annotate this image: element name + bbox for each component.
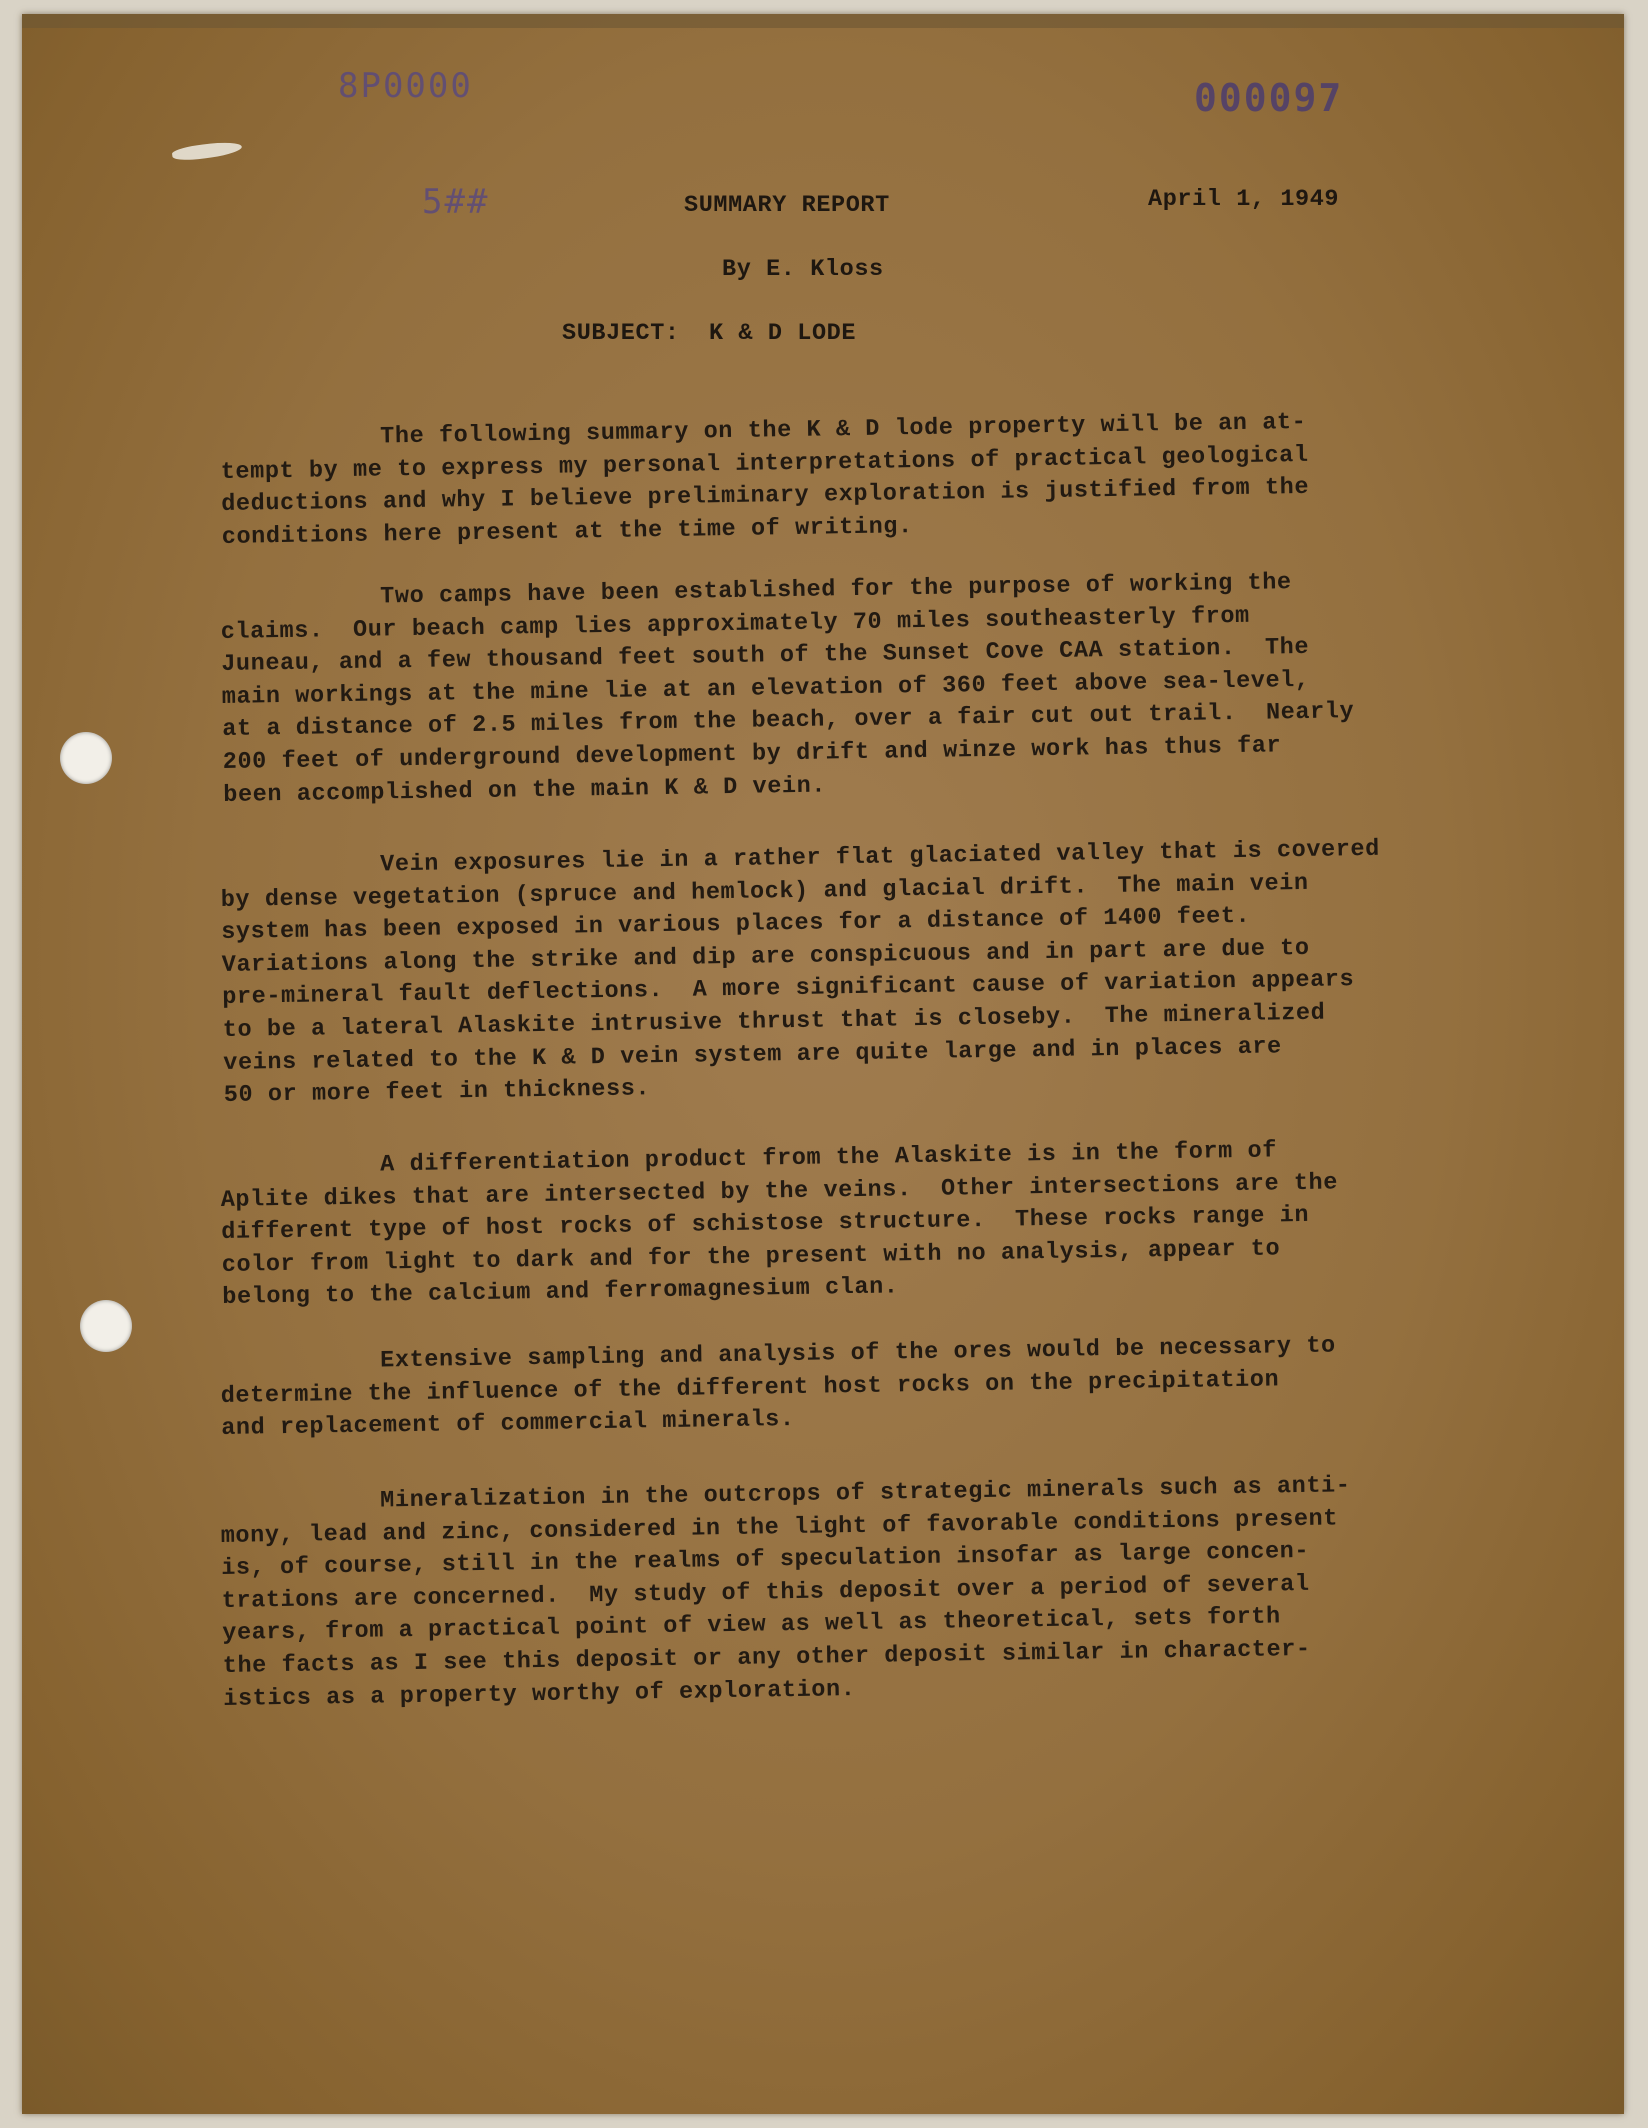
text-line: claims. Our beach camp lies approximately 70 miles southeasterly from bbox=[220, 602, 1251, 646]
text-line: Aplite dikes that are intersected by the veins. Other intersections are the bbox=[220, 1169, 1339, 1214]
text-line: veins related to the K & D vein system are quite large and in places are bbox=[223, 1032, 1282, 1077]
text-line: tempt by me to express my personal interpretations of practical geological bbox=[220, 441, 1309, 486]
text-line: deductions and why I believe preliminary exploration is justified from the bbox=[221, 474, 1310, 519]
text-line: istics as a property worthy of exploration. bbox=[223, 1675, 856, 1713]
text-line: pre-mineral fault deflections. A more significant cause of variation appears bbox=[222, 966, 1355, 1012]
text-line: determine the influence of the different host rocks on the precipitation bbox=[220, 1365, 1280, 1410]
stamp-left-number: 5## bbox=[422, 182, 490, 222]
text-line: Variations along the strike and dip are conspicuous and in part are due to bbox=[221, 934, 1310, 979]
text-line: color from light to dark and for the present with no analysis, appear to bbox=[221, 1235, 1281, 1279]
text-line: Vein exposures lie in a rather flat glaciated valley that is covered bbox=[380, 835, 1381, 879]
text-line: and replacement of commercial minerals. bbox=[221, 1406, 795, 1443]
text-line: years, from a practical point of view as well as theoretical, sets forth bbox=[222, 1603, 1281, 1648]
text-line: 200 feet of underground development by drift and winze work has thus far bbox=[222, 732, 1282, 776]
text-line: 50 or more feet in thickness. bbox=[223, 1075, 651, 1110]
text-line: is, of course, still in the realms of speculation insofar as large concen- bbox=[221, 1538, 1310, 1583]
paragraph-intro bbox=[220, 402, 1622, 554]
text-line: mony, lead and zinc, considered in the light of favorable conditions present bbox=[220, 1505, 1339, 1550]
text-line: Mineralization in the outcrops of strategic minerals such as anti- bbox=[380, 1472, 1351, 1515]
text-line: the facts as I see this deposit or any other deposit similar in character- bbox=[222, 1635, 1311, 1680]
text-line: Two camps have been established for the purpose of working the bbox=[380, 569, 1292, 611]
paragraph-sampling bbox=[220, 1326, 1621, 1446]
text-line: at a distance of 2.5 miles from the beach, over a fair cut out trail. Nearly bbox=[222, 698, 1355, 744]
text-line: to be a lateral Alaskite intrusive thrust that is closeby. The mineralized bbox=[222, 999, 1326, 1044]
paragraph-mineralization bbox=[220, 1466, 1623, 1716]
text-line: trations are concerned. My study of this deposit over a period of several bbox=[221, 1570, 1310, 1615]
report-date: April 1, 1949 bbox=[1148, 186, 1340, 213]
scan-top-edge bbox=[22, 14, 1624, 28]
paragraph-vein-exposures bbox=[220, 830, 1624, 1113]
report-title: SUMMARY REPORT bbox=[684, 192, 890, 219]
text-line: conditions here present at the time of writing. bbox=[221, 512, 913, 551]
text-line: Extensive sampling and analysis of the ores would be necessary to bbox=[380, 1332, 1336, 1375]
text-line: The following summary on the K & D lode property will be an at- bbox=[380, 408, 1307, 451]
stamp-top-right: 000097 bbox=[1194, 76, 1344, 120]
text-line: by dense vegetation (spruce and hemlock) and glacial drift. The main vein bbox=[220, 869, 1309, 914]
text-line: belong to the calcium and ferromagnesium clan. bbox=[222, 1273, 899, 1312]
stamp-top-left: 8P0000 bbox=[338, 66, 473, 106]
report-author: By E. Kloss bbox=[722, 256, 884, 283]
text-line: been accomplished on the main K & D vein. bbox=[223, 772, 827, 809]
ink-smudge bbox=[171, 139, 242, 163]
punch-hole-upper bbox=[60, 732, 112, 784]
text-line: system has been exposed in various places for a distance of 1400 feet. bbox=[221, 903, 1251, 947]
report-subject: SUBJECT: K & D LODE bbox=[562, 320, 857, 347]
text-line: different type of host rocks of schistose structure. These rocks range in bbox=[221, 1202, 1310, 1247]
paragraph-differentiation bbox=[220, 1130, 1622, 1315]
text-line: Juneau, and a few thousand feet south of the Sunset Cove CAA station. The bbox=[221, 634, 1310, 679]
text-line: A differentiation product from the Alaskite is in the form of bbox=[380, 1137, 1278, 1179]
punch-hole-lower bbox=[80, 1300, 132, 1352]
text-line: main workings at the mine lie at an elevation of 360 feet above sea-level, bbox=[221, 666, 1310, 711]
paragraph-camps bbox=[220, 562, 1623, 812]
document-page bbox=[22, 14, 1624, 2114]
